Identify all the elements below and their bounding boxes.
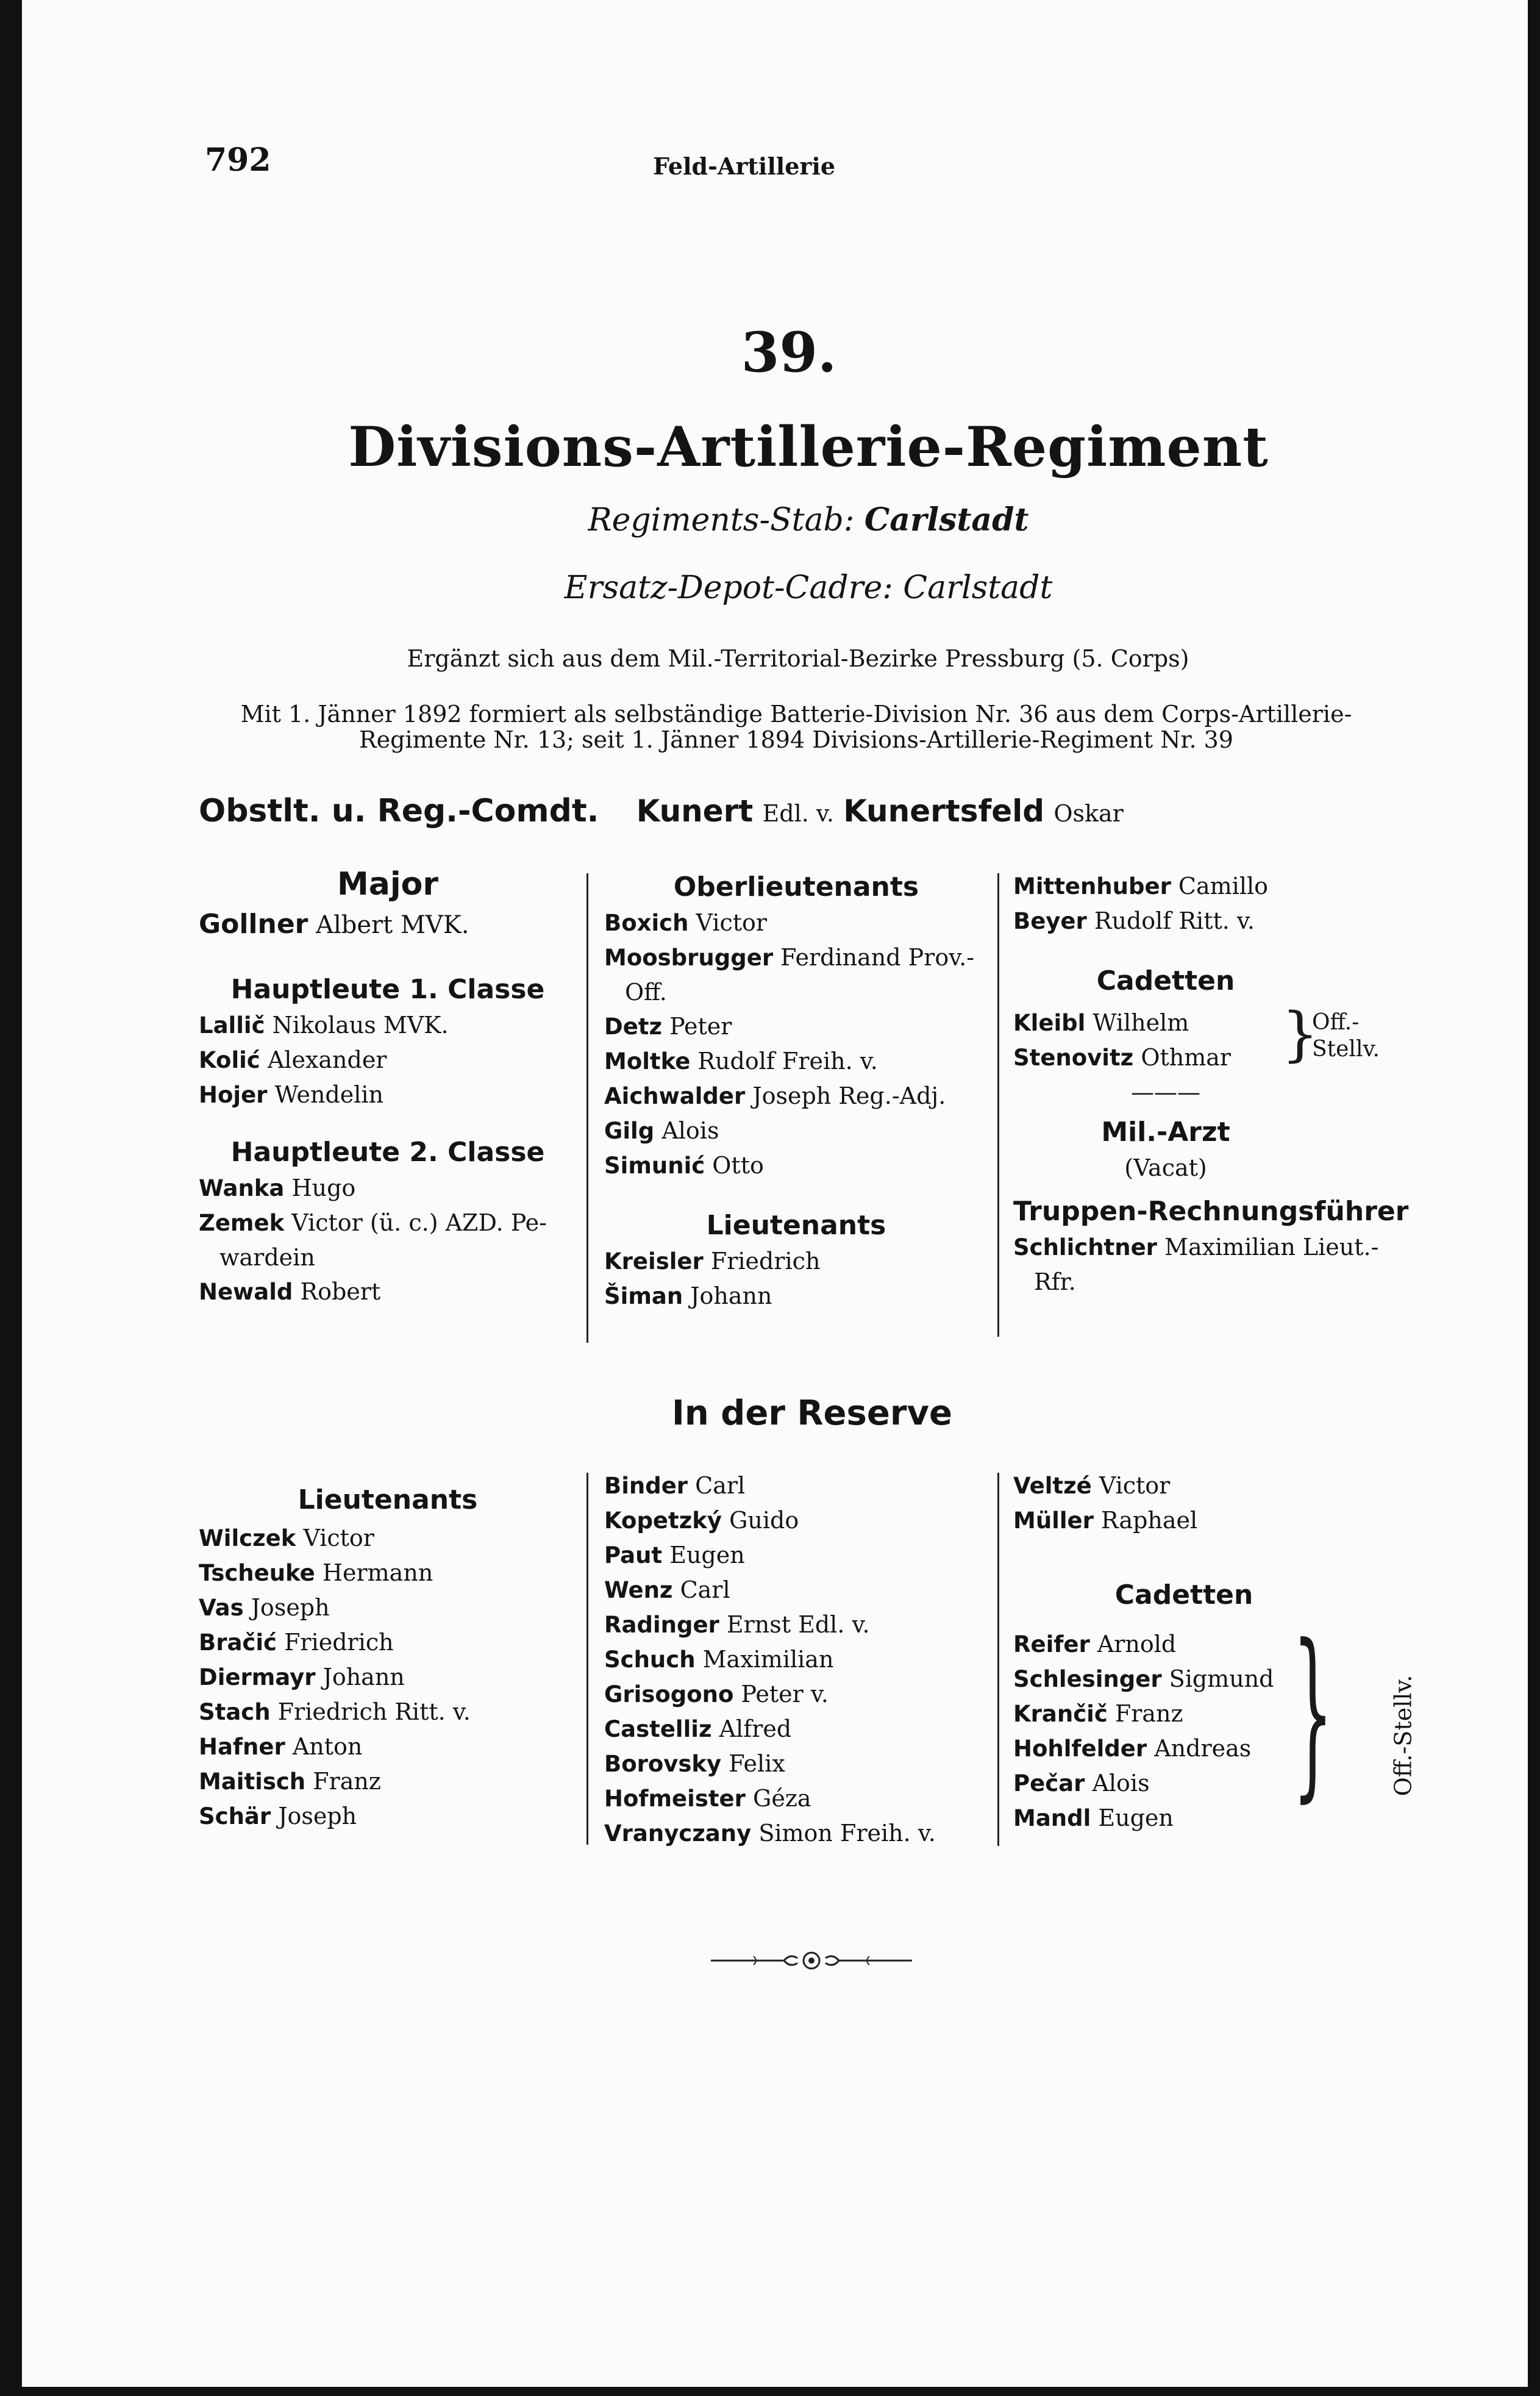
list-item [1013, 1801, 1403, 1836]
list-item [604, 906, 988, 940]
list-item [604, 1503, 988, 1538]
given-name: Anton [292, 1733, 363, 1760]
given-name: Carl [680, 1576, 730, 1603]
separator: ——— [1131, 1079, 1200, 1106]
surname: Schlichtner [1013, 1234, 1157, 1261]
surname: Hofmeister [604, 1786, 746, 1812]
surname: Hafner [199, 1734, 285, 1760]
given-name: Eugen [669, 1542, 745, 1568]
list-item [604, 1114, 988, 1148]
staff-label: Regiments-Stab: [588, 502, 855, 538]
given-name: Johann [323, 1664, 405, 1690]
surname: Kopetzký [604, 1507, 722, 1534]
list-item [199, 1008, 577, 1043]
decoration: MVK. [400, 911, 469, 939]
running-head: Feld-Artillerie [653, 152, 836, 180]
list-item [1013, 1662, 1403, 1697]
column-divider [997, 873, 999, 1337]
regiment-title: Divisions-Artillerie-Regiment [348, 415, 1269, 479]
given-name: Hermann [322, 1559, 433, 1586]
reserve-cadets-group [1013, 1606, 1417, 1836]
list-item [1013, 1468, 1403, 1503]
regiment-number: 39. [741, 320, 837, 385]
list-item [1013, 1731, 1403, 1766]
list-item [1013, 1627, 1403, 1662]
surname: Castelliz [604, 1716, 712, 1742]
cadets-group [1013, 1000, 1403, 1075]
given-name: Eugen [1098, 1804, 1174, 1831]
surname: Kreisler [604, 1248, 704, 1275]
surname: Mandl [1013, 1805, 1091, 1831]
active-column-1 [199, 866, 577, 1309]
given-name: Peter [669, 1013, 732, 1040]
list-item [604, 1816, 988, 1851]
list-item [604, 1781, 988, 1816]
list-item-continuation: wardein [219, 1244, 315, 1271]
surname: Bračić [199, 1629, 277, 1656]
surname: Kolić [199, 1047, 260, 1073]
given-name: Victor [303, 1525, 374, 1551]
brace-icon: } [1292, 1606, 1333, 1818]
surname: Boxich [604, 910, 689, 936]
cadets-heading: Cadetten [1096, 965, 1235, 996]
list-item [604, 1044, 988, 1079]
surname: Wilczek [199, 1525, 296, 1551]
column-divider [997, 1473, 999, 1846]
list-item [1013, 869, 1403, 904]
list-item [199, 1660, 577, 1695]
reserve-heading: In der Reserve [672, 1393, 952, 1433]
lieutenants-heading: Lieutenants [706, 1210, 886, 1241]
list-item [1013, 1230, 1403, 1265]
depot-place: Carlstadt [903, 570, 1053, 606]
column-divider [586, 1473, 588, 1845]
surname: Pečar [1013, 1770, 1085, 1797]
list-item [199, 907, 577, 942]
given-name: Albert [316, 911, 393, 939]
given-name: Ernst Edl. v. [726, 1611, 870, 1638]
surname: Simunić [604, 1153, 705, 1179]
surname: Stach [199, 1699, 271, 1725]
surname: Veltzé [1013, 1473, 1092, 1499]
given-name: Joseph Reg.-Adj. [752, 1082, 946, 1109]
given-name: Hugo [291, 1175, 356, 1201]
given-name: Simon Freih. v. [758, 1820, 936, 1847]
history-note: Mit 1. Jänner 1892 formiert als selbständige Batterie-Division Nr. 36 aus dem Corps-Artillerie-Regimente Nr. 13; seit 1. Jänner 1894 Divisions-Artillerie-Regiment Nr. 39 [240, 701, 1352, 753]
given-name: Franz [1114, 1700, 1183, 1727]
surname: Schlesinger [1013, 1666, 1162, 1692]
list-item [199, 1275, 577, 1309]
paymaster-heading: Truppen-Rechnungsführer [1013, 1196, 1409, 1227]
surname: Müller [1013, 1507, 1094, 1534]
given-name: Carl [695, 1472, 746, 1499]
given-name: Friedrich [284, 1629, 394, 1656]
given-name: Friedrich Ritt. v. [277, 1698, 471, 1725]
given-name: Rudolf Freih. v. [697, 1048, 878, 1075]
surname: Krančič [1013, 1701, 1108, 1727]
staff-line [22, 501, 1540, 538]
doctor-vacancy: (Vacat) [1124, 1154, 1207, 1181]
given-name: Alfred [719, 1715, 792, 1742]
list-item [604, 1538, 988, 1573]
list-item [1013, 1503, 1403, 1538]
brace-icon: } [1282, 1000, 1319, 1068]
surname: Gollner [199, 909, 308, 940]
given-name: Wendelin [274, 1081, 384, 1108]
given-name: Guido [729, 1507, 799, 1534]
list-item [604, 1079, 988, 1114]
surname: Lallič [199, 1012, 265, 1039]
given-name: Wilhelm [1093, 1009, 1189, 1036]
list-item [604, 1244, 988, 1279]
surname: Šiman [604, 1283, 683, 1309]
list-item [604, 1677, 988, 1712]
surname: Binder [604, 1473, 688, 1499]
ornament-icon [711, 1951, 912, 1970]
decoration: MVK. [383, 1012, 449, 1039]
commander-given: Oskar [1053, 800, 1124, 827]
surname: Maitisch [199, 1768, 306, 1795]
active-column-2 [604, 869, 988, 1314]
given-name: Franz [313, 1768, 381, 1795]
reserve-lieutenants-heading: Lieutenants [298, 1484, 478, 1515]
given-name: Alexander [267, 1046, 387, 1073]
surname: Paut [604, 1542, 663, 1568]
page [22, 0, 1528, 2387]
list-item-continuation: Off. [625, 979, 667, 1006]
cadets-note: Off.-Stellv. [1312, 1010, 1380, 1062]
given-name: Géza [752, 1785, 811, 1812]
given-name: Maximilian Lieut.- [1164, 1234, 1379, 1261]
surname: Moosbrugger [604, 945, 774, 971]
list-item [199, 1625, 577, 1660]
list-item [604, 1607, 988, 1642]
commander-title-name: Kunertsfeld [843, 793, 1045, 829]
given-name: Rudolf Ritt. v. [1094, 907, 1255, 934]
list-item [604, 1747, 988, 1781]
list-item [199, 1590, 577, 1625]
list-item [199, 1043, 577, 1078]
list-item [199, 1556, 577, 1590]
list-item [604, 940, 988, 975]
column-divider [586, 873, 588, 1343]
given-name: Camillo [1178, 873, 1269, 899]
surname: Mittenhuber [1013, 873, 1171, 899]
reserve-column-3 [1013, 1468, 1417, 1836]
commander-nobility: Edl. v. [762, 800, 834, 827]
given-name: Victor [696, 909, 768, 936]
doctor-heading: Mil.-Arzt [1101, 1117, 1230, 1148]
surname: Schuch [604, 1647, 696, 1673]
surname: Tscheuke [199, 1560, 315, 1586]
list-item [604, 1468, 988, 1503]
reserve-column-1 [199, 1482, 577, 1834]
surname: Beyer [1013, 908, 1087, 934]
given-name: Othmar [1141, 1044, 1232, 1071]
list-item [604, 1148, 988, 1183]
list-item [604, 1573, 988, 1607]
reserve-column-2 [604, 1468, 988, 1851]
given-name: Andreas [1154, 1735, 1252, 1762]
given-name: Alois [1092, 1770, 1150, 1797]
surname: Diermayr [199, 1664, 316, 1690]
depot-line [22, 570, 1540, 606]
major-heading: Major [337, 866, 439, 903]
surname: Moltke [604, 1048, 691, 1075]
depot-label: Ersatz-Depot-Cadre: [564, 570, 893, 606]
list-item [604, 1712, 988, 1747]
given-name: Nikolaus [272, 1012, 376, 1039]
given-name: Victor [1099, 1472, 1171, 1499]
surname: Vas [199, 1595, 244, 1621]
list-item [604, 1279, 988, 1314]
list-item-continuation: Rfr. [1034, 1268, 1076, 1295]
given-name: Joseph [251, 1594, 330, 1621]
list-item [199, 1764, 577, 1799]
surname: Radinger [604, 1612, 719, 1638]
given-name: Raphael [1100, 1507, 1198, 1534]
commander-surname: Kunert [636, 793, 754, 829]
staff-place: Carlstadt [864, 501, 1029, 538]
list-item [199, 1799, 577, 1834]
recruitment-note: Ergänzt sich aus dem Mil.-Territorial-Bezirke Pressburg (5. Corps) [407, 645, 1189, 672]
hauptleute1-heading: Hauptleute 1. Classe [230, 974, 545, 1005]
surname: Kleibl [1013, 1010, 1086, 1036]
surname: Detz [604, 1014, 663, 1040]
surname: Newald [199, 1279, 293, 1305]
commander-line [199, 793, 1124, 829]
surname: Schär [199, 1803, 271, 1829]
reserve-cadets-heading: Cadetten [1114, 1579, 1253, 1611]
list-item [199, 1078, 577, 1112]
given-name: Felix [729, 1750, 785, 1777]
surname: Stenovitz [1013, 1045, 1134, 1071]
surname: Hojer [199, 1082, 268, 1108]
list-item [1013, 1697, 1403, 1731]
given-name: Maximilian [702, 1646, 834, 1673]
list-item [604, 1642, 988, 1677]
surname: Aichwalder [604, 1083, 746, 1109]
oberlieutenants-heading: Oberlieutenants [673, 871, 919, 903]
surname: Gilg [604, 1118, 655, 1144]
surname: Borovsky [604, 1751, 722, 1777]
list-item [199, 1521, 577, 1556]
given-name: Arnold [1097, 1631, 1177, 1658]
surname: Zemek [199, 1210, 285, 1236]
given-name: Friedrich [710, 1248, 821, 1275]
page-number: 792 [205, 141, 271, 179]
commander-rank: Obstlt. u. Reg.-Comdt. [199, 793, 599, 829]
given-name: Peter v. [741, 1681, 829, 1708]
active-column-3 [1013, 869, 1409, 1299]
list-item [1013, 904, 1403, 939]
given-name: Alois [661, 1117, 719, 1144]
surname: Reifer [1013, 1631, 1090, 1658]
list-item [1013, 1766, 1403, 1801]
reserve-cadets-note: Off.-Stellv. [1389, 1675, 1417, 1797]
given-name: Victor (ü. c.) AZD. Pe- [291, 1209, 547, 1236]
surname: Vranyczany [604, 1820, 752, 1847]
list-item [199, 1695, 577, 1729]
list-item [199, 1206, 577, 1240]
given-name: Otto [712, 1152, 764, 1179]
surname: Wenz [604, 1577, 673, 1603]
list-item [604, 1009, 988, 1044]
list-item [199, 1171, 577, 1206]
surname: Grisogono [604, 1681, 734, 1708]
given-name: Ferdinand Prov.- [780, 944, 975, 971]
surname: Wanka [199, 1175, 285, 1201]
given-name: Johann [690, 1282, 772, 1309]
given-name: Joseph [278, 1803, 357, 1829]
given-name: Robert [300, 1278, 381, 1305]
list-item [199, 1729, 577, 1764]
given-name: Sigmund [1169, 1665, 1274, 1692]
surname: Hohlfelder [1013, 1736, 1147, 1762]
hauptleute2-heading: Hauptleute 2. Classe [230, 1137, 545, 1168]
